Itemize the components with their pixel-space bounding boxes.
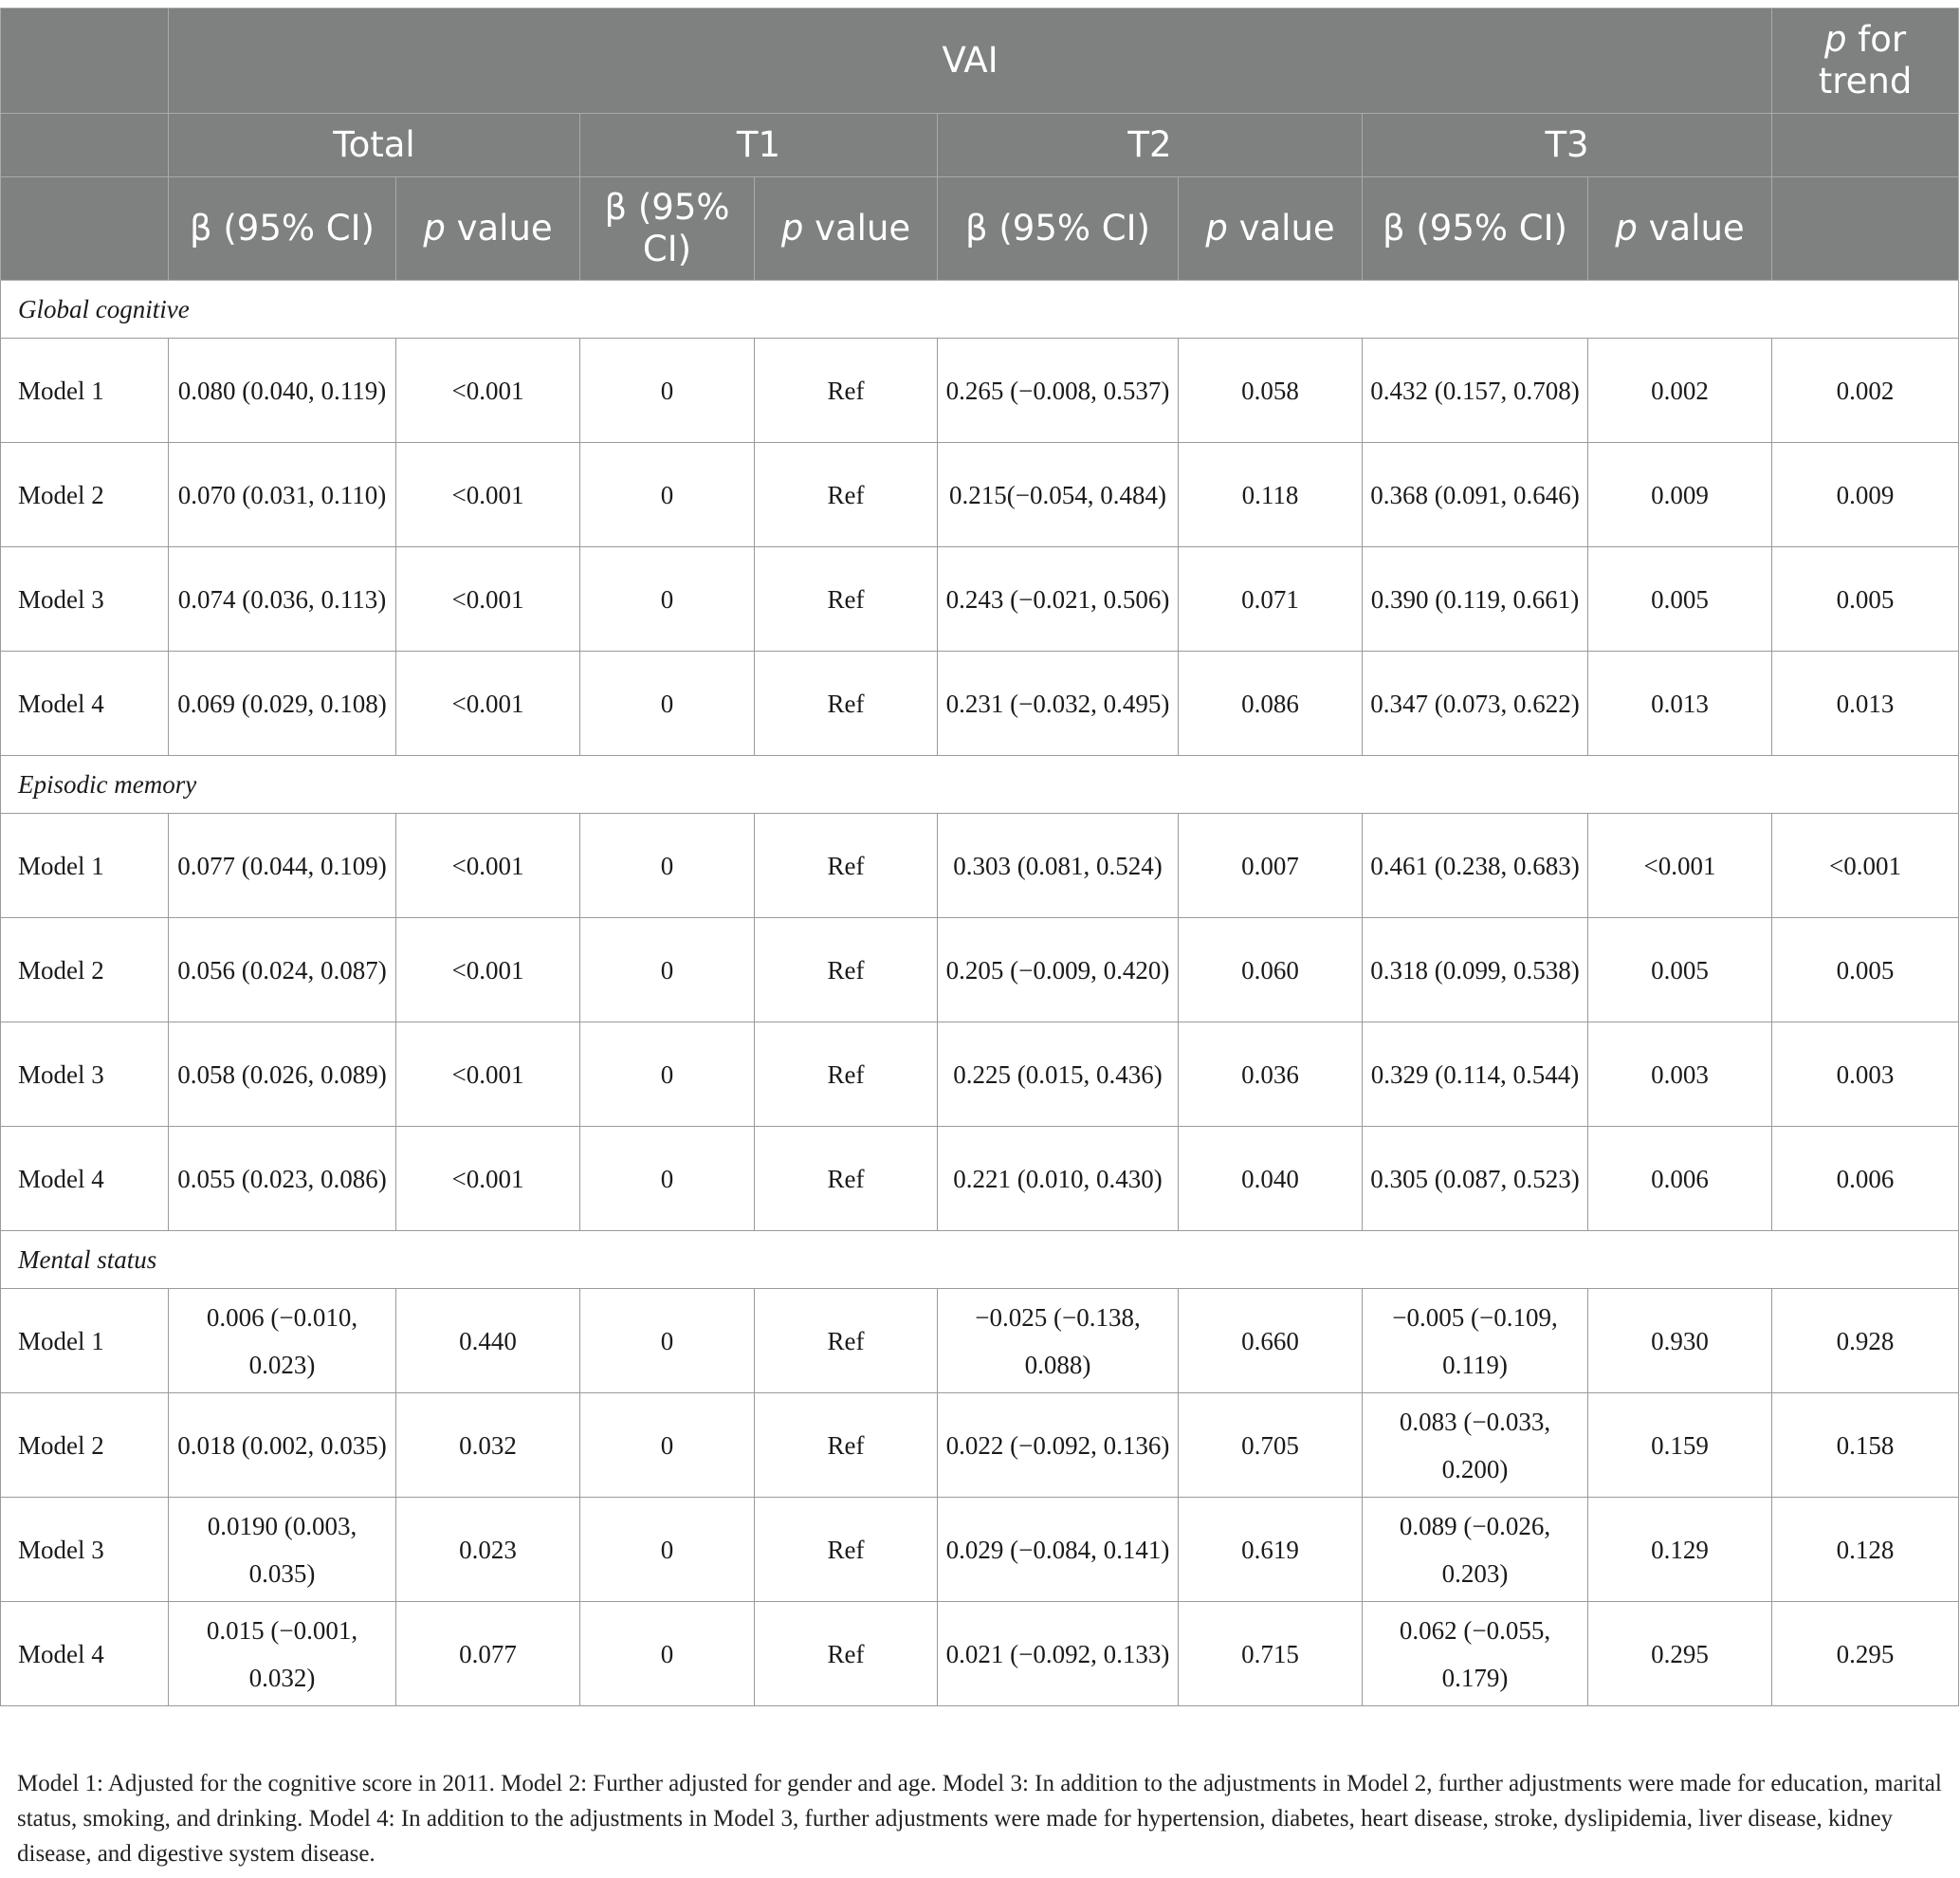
model-label: Model 2 (1, 443, 169, 547)
cell-t3-beta: 0.318 (0.099, 0.538) (1363, 918, 1588, 1022)
cell-t1-p: Ref (755, 1127, 938, 1231)
cell-t3-p: 0.005 (1588, 918, 1772, 1022)
cell-t3-p: 0.003 (1588, 1022, 1772, 1127)
subheader-total-p (396, 177, 580, 281)
subheader-p-italic: p (780, 208, 804, 249)
cell-t1-p: Ref (755, 443, 938, 547)
table-row (1, 1393, 1959, 1498)
subheader-p-text: value (803, 208, 911, 249)
cell-trend: 0.009 (1772, 443, 1959, 547)
cell-t1-p: Ref (755, 814, 938, 918)
cell-trend: 0.005 (1772, 918, 1959, 1022)
cell-t3-beta: 0.329 (0.114, 0.544) (1363, 1022, 1588, 1127)
section-row (1, 1231, 1959, 1289)
cell-total-p: 0.440 (396, 1289, 580, 1393)
table-row (1, 547, 1959, 652)
cell-t1-p: Ref (755, 652, 938, 756)
cell-total-beta: 0.069 (0.029, 0.108) (169, 652, 396, 756)
model-label: Model 3 (1, 1498, 169, 1602)
cell-t2-beta: 0.022 (−0.092, 0.136) (938, 1393, 1179, 1498)
table-row (1, 1022, 1959, 1127)
cell-t2-beta: 0.265 (−0.008, 0.537) (938, 339, 1179, 443)
model-label: Model 2 (1, 918, 169, 1022)
cell-total-beta: 0.0190 (0.003, 0.035) (169, 1498, 396, 1602)
cell-t2-p: 0.007 (1179, 814, 1363, 918)
cell-t2-beta: 0.221 (0.010, 0.430) (938, 1127, 1179, 1231)
cell-trend: 0.128 (1772, 1498, 1959, 1602)
cell-t2-p: 0.036 (1179, 1022, 1363, 1127)
cell-t3-p: 0.006 (1588, 1127, 1772, 1231)
cell-trend: 0.158 (1772, 1393, 1959, 1498)
cell-t3-beta: 0.390 (0.119, 0.661) (1363, 547, 1588, 652)
section-title: Episodic memory (1, 756, 1959, 814)
subheader-t3-beta: β (95% CI) (1363, 177, 1588, 281)
table-row (1, 1127, 1959, 1231)
cell-t3-p: 0.930 (1588, 1289, 1772, 1393)
header-corner-2 (1, 114, 169, 177)
subheader-trend-blank (1772, 177, 1959, 281)
table-row (1, 339, 1959, 443)
cell-t1-beta: 0 (580, 918, 755, 1022)
header-t1: T1 (580, 114, 938, 177)
results-table (0, 8, 1959, 1706)
cell-t3-beta: 0.062 (−0.055, 0.179) (1363, 1602, 1588, 1706)
table-row (1, 1498, 1959, 1602)
cell-t2-beta: 0.243 (−0.021, 0.506) (938, 547, 1179, 652)
cell-t1-beta: 0 (580, 1289, 755, 1393)
cell-t1-p: Ref (755, 1498, 938, 1602)
header-total: Total (169, 114, 580, 177)
subheader-t1-p (755, 177, 938, 281)
cell-t2-p: 0.071 (1179, 547, 1363, 652)
cell-trend: 0.002 (1772, 339, 1959, 443)
cell-t1-p: Ref (755, 339, 938, 443)
model-label: Model 2 (1, 1393, 169, 1498)
cell-t2-beta: 0.303 (0.081, 0.524) (938, 814, 1179, 918)
cell-t3-beta: 0.305 (0.087, 0.523) (1363, 1127, 1588, 1231)
table-row (1, 652, 1959, 756)
cell-total-beta: 0.070 (0.031, 0.110) (169, 443, 396, 547)
table-row (1, 1602, 1959, 1706)
cell-total-beta: 0.015 (−0.001, 0.032) (169, 1602, 396, 1706)
cell-t2-p: 0.118 (1179, 443, 1363, 547)
model-label: Model 4 (1, 1602, 169, 1706)
header-corner (1, 9, 169, 114)
cell-t1-beta: 0 (580, 652, 755, 756)
cell-total-p: 0.023 (396, 1498, 580, 1602)
header-trend (1772, 9, 1959, 114)
cell-t3-p: 0.009 (1588, 443, 1772, 547)
subheader-p-italic: p (1615, 208, 1638, 249)
cell-total-beta: 0.080 (0.040, 0.119) (169, 339, 396, 443)
cell-trend: 0.003 (1772, 1022, 1959, 1127)
cell-t2-p: 0.060 (1179, 918, 1363, 1022)
model-label: Model 4 (1, 1127, 169, 1231)
header-t2: T2 (938, 114, 1363, 177)
cell-t3-beta: 0.368 (0.091, 0.646) (1363, 443, 1588, 547)
cell-t2-p: 0.705 (1179, 1393, 1363, 1498)
section-title: Mental status (1, 1231, 1959, 1289)
header-trend-text: for trend (1818, 19, 1913, 101)
table-wrapper (0, 8, 1960, 1706)
subheader-p-text: value (1637, 208, 1745, 249)
cell-total-beta: 0.055 (0.023, 0.086) (169, 1127, 396, 1231)
cell-total-p: <0.001 (396, 443, 580, 547)
header-trend-blank (1772, 114, 1959, 177)
cell-t3-beta: 0.089 (−0.026, 0.203) (1363, 1498, 1588, 1602)
subheader-t2-p (1179, 177, 1363, 281)
cell-t2-beta: −0.025 (−0.138, 0.088) (938, 1289, 1179, 1393)
cell-t3-p: 0.002 (1588, 339, 1772, 443)
cell-t1-p: Ref (755, 1022, 938, 1127)
cell-t3-p: 0.129 (1588, 1498, 1772, 1602)
subheader-t1-beta: β (95% CI) (580, 177, 755, 281)
cell-t2-p: 0.040 (1179, 1127, 1363, 1231)
section-row (1, 756, 1959, 814)
cell-t1-beta: 0 (580, 1602, 755, 1706)
table-body (1, 281, 1959, 1706)
cell-t3-beta: 0.347 (0.073, 0.622) (1363, 652, 1588, 756)
cell-total-beta: 0.058 (0.026, 0.089) (169, 1022, 396, 1127)
subheader-t3-p (1588, 177, 1772, 281)
subheader-p-italic: p (423, 208, 446, 249)
cell-t2-beta: 0.215(−0.054, 0.484) (938, 443, 1179, 547)
cell-trend: 0.928 (1772, 1289, 1959, 1393)
cell-t1-beta: 0 (580, 1393, 755, 1498)
subheader-t2-beta: β (95% CI) (938, 177, 1179, 281)
model-label: Model 1 (1, 814, 169, 918)
cell-t1-beta: 0 (580, 547, 755, 652)
cell-t2-beta: 0.231 (−0.032, 0.495) (938, 652, 1179, 756)
subheader-p-text: value (445, 208, 553, 249)
cell-t3-beta: 0.083 (−0.033, 0.200) (1363, 1393, 1588, 1498)
subheader-p-italic: p (1205, 208, 1228, 249)
model-label: Model 3 (1, 1022, 169, 1127)
cell-t1-p: Ref (755, 1602, 938, 1706)
cell-t2-beta: 0.021 (−0.092, 0.133) (938, 1602, 1179, 1706)
cell-t1-beta: 0 (580, 1498, 755, 1602)
cell-t3-p: 0.159 (1588, 1393, 1772, 1498)
cell-total-p: 0.032 (396, 1393, 580, 1498)
cell-t2-beta: 0.029 (−0.084, 0.141) (938, 1498, 1179, 1602)
cell-t1-p: Ref (755, 547, 938, 652)
model-label: Model 3 (1, 547, 169, 652)
cell-total-beta: 0.074 (0.036, 0.113) (169, 547, 396, 652)
cell-total-p: <0.001 (396, 339, 580, 443)
cell-t2-p: 0.619 (1179, 1498, 1363, 1602)
cell-t2-beta: 0.225 (0.015, 0.436) (938, 1022, 1179, 1127)
cell-trend: 0.006 (1772, 1127, 1959, 1231)
cell-t1-p: Ref (755, 1289, 938, 1393)
model-label: Model 1 (1, 1289, 169, 1393)
cell-t1-beta: 0 (580, 1022, 755, 1127)
cell-t3-p: 0.013 (1588, 652, 1772, 756)
cell-t2-p: 0.058 (1179, 339, 1363, 443)
cell-trend: <0.001 (1772, 814, 1959, 918)
subheader-corner (1, 177, 169, 281)
subheader-row (1, 177, 1959, 281)
cell-t2-p: 0.660 (1179, 1289, 1363, 1393)
subheader-p-text: value (1227, 208, 1335, 249)
cell-t1-beta: 0 (580, 814, 755, 918)
cell-total-beta: 0.077 (0.044, 0.109) (169, 814, 396, 918)
cell-total-p: 0.077 (396, 1602, 580, 1706)
cell-total-p: <0.001 (396, 547, 580, 652)
cell-total-p: <0.001 (396, 814, 580, 918)
cell-total-p: <0.001 (396, 1022, 580, 1127)
header-t3: T3 (1363, 114, 1772, 177)
table-row (1, 1289, 1959, 1393)
cell-total-beta: 0.006 (−0.010, 0.023) (169, 1289, 396, 1393)
table-row (1, 918, 1959, 1022)
cell-t1-beta: 0 (580, 443, 755, 547)
cell-trend: 0.005 (1772, 547, 1959, 652)
cell-total-beta: 0.018 (0.002, 0.035) (169, 1393, 396, 1498)
cell-t3-beta: −0.005 (−0.109, 0.119) (1363, 1289, 1588, 1393)
table-row (1, 814, 1959, 918)
cell-t2-beta: 0.205 (−0.009, 0.420) (938, 918, 1179, 1022)
cell-t1-p: Ref (755, 1393, 938, 1498)
cell-total-p: <0.001 (396, 652, 580, 756)
subheader-total-beta: β (95% CI) (169, 177, 396, 281)
cell-trend: 0.013 (1772, 652, 1959, 756)
section-row (1, 281, 1959, 339)
cell-t3-beta: 0.461 (0.238, 0.683) (1363, 814, 1588, 918)
cell-t2-p: 0.086 (1179, 652, 1363, 756)
table-row (1, 443, 1959, 547)
model-label: Model 4 (1, 652, 169, 756)
footnote: Model 1: Adjusted for the cognitive score in 2011. Model 2: Further adjusted for gender and age. Model 3: In addition to the adjustments in Model 2, further adjustments were made for education, marital status, smoking, and drinking. Model 4: In addition to the adjustments in Model 3, further adjustments were made for hypertension, diabetes, heart disease, stroke, dyslipidemia, liver disease, kidney disease, and digestive system disease. (17, 1771, 1942, 1867)
cell-t1-p: Ref (755, 918, 938, 1022)
cell-t3-p: <0.001 (1588, 814, 1772, 918)
cell-total-beta: 0.056 (0.024, 0.087) (169, 918, 396, 1022)
header-trend-p: p (1823, 19, 1847, 60)
cell-t3-p: 0.295 (1588, 1602, 1772, 1706)
cell-t2-p: 0.715 (1179, 1602, 1363, 1706)
cell-total-p: <0.001 (396, 1127, 580, 1231)
cell-trend: 0.295 (1772, 1602, 1959, 1706)
cell-t3-p: 0.005 (1588, 547, 1772, 652)
cell-t1-beta: 0 (580, 339, 755, 443)
section-title: Global cognitive (1, 281, 1959, 339)
cell-t3-beta: 0.432 (0.157, 0.708) (1363, 339, 1588, 443)
model-label: Model 1 (1, 339, 169, 443)
header-vai: VAI (169, 9, 1772, 114)
cell-t1-beta: 0 (580, 1127, 755, 1231)
cell-total-p: <0.001 (396, 918, 580, 1022)
